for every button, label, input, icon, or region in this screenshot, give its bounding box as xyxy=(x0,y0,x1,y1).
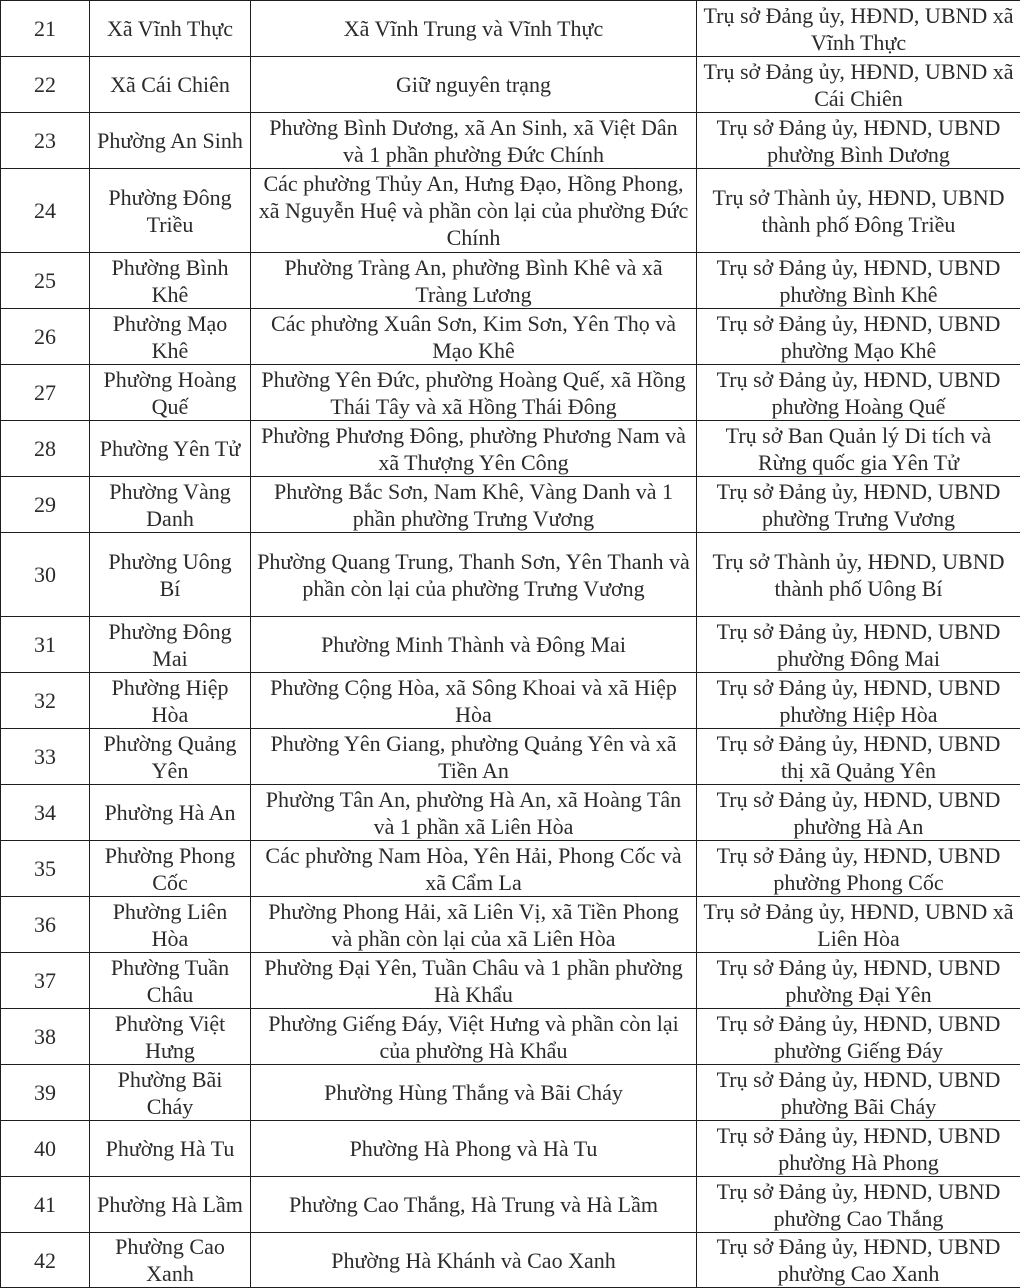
row-number: 37 xyxy=(1,953,90,1009)
unit-name: Phường Yên Tử xyxy=(90,421,251,477)
headquarters: Trụ sở Đảng ủy, HĐND, UBND phường Bình Khê xyxy=(697,253,1020,309)
row-number: 34 xyxy=(1,785,90,841)
merged-from: Phường Phương Đông, phường Phương Nam và xã Thượng Yên Công xyxy=(251,421,697,477)
row-number: 40 xyxy=(1,1121,90,1177)
table-row xyxy=(1,1,1020,57)
unit-name: Phường Liên Hòa xyxy=(90,897,251,953)
table-row xyxy=(1,365,1020,421)
headquarters: Trụ sở Đảng ủy, HĐND, UBND phường Bãi Cháy xyxy=(697,1065,1020,1121)
row-number: 26 xyxy=(1,309,90,365)
table-row xyxy=(1,477,1020,533)
unit-name: Phường Đông Triều xyxy=(90,169,251,253)
headquarters: Trụ sở Đảng ủy, HĐND, UBND thị xã Quảng Yên xyxy=(697,729,1020,785)
row-number: 42 xyxy=(1,1233,90,1288)
row-number: 38 xyxy=(1,1009,90,1065)
unit-name: Xã Cái Chiên xyxy=(90,57,251,113)
unit-name: Phường Hoàng Quế xyxy=(90,365,251,421)
unit-name: Phường Quảng Yên xyxy=(90,729,251,785)
row-number: 35 xyxy=(1,841,90,897)
table-row xyxy=(1,309,1020,365)
table-row xyxy=(1,1177,1020,1233)
unit-name: Phường Bình Khê xyxy=(90,253,251,309)
unit-name: Phường Hà An xyxy=(90,785,251,841)
merged-from: Các phường Xuân Sơn, Kim Sơn, Yên Thọ và Mạo Khê xyxy=(251,309,697,365)
row-number: 31 xyxy=(1,617,90,673)
table-row xyxy=(1,841,1020,897)
headquarters: Trụ sở Đảng ủy, HĐND, UBND phường Hoàng Quế xyxy=(697,365,1020,421)
unit-name: Phường An Sinh xyxy=(90,113,251,169)
merged-from: Phường Hùng Thắng và Bãi Cháy xyxy=(251,1065,697,1121)
unit-name: Phường Đông Mai xyxy=(90,617,251,673)
headquarters: Trụ sở Đảng ủy, HĐND, UBND phường Hà An xyxy=(697,785,1020,841)
table-row xyxy=(1,953,1020,1009)
merged-from: Phường Đại Yên, Tuần Châu và 1 phần phường Hà Khẩu xyxy=(251,953,697,1009)
headquarters: Trụ sở Đảng ủy, HĐND, UBND phường Cao Xanh xyxy=(697,1233,1020,1288)
merged-from: Phường Quang Trung, Thanh Sơn, Yên Thanh và phần còn lại của phường Trưng Vương xyxy=(251,533,697,617)
table-row xyxy=(1,673,1020,729)
merged-from: Phường Yên Đức, phường Hoàng Quế, xã Hồng Thái Tây và xã Hồng Thái Đông xyxy=(251,365,697,421)
headquarters: Trụ sở Ban Quản lý Di tích và Rừng quốc gia Yên Tử xyxy=(697,421,1020,477)
merged-from: Phường Hà Khánh và Cao Xanh xyxy=(251,1233,697,1288)
table-row xyxy=(1,113,1020,169)
merged-from: Phường Bình Dương, xã An Sinh, xã Việt Dân và 1 phần phường Đức Chính xyxy=(251,113,697,169)
merged-from: Xã Vĩnh Trung và Vĩnh Thực xyxy=(251,1,697,57)
merged-from: Phường Bắc Sơn, Nam Khê, Vàng Danh và 1 phần phường Trưng Vương xyxy=(251,477,697,533)
headquarters: Trụ sở Đảng ủy, HĐND, UBND phường Bình Dương xyxy=(697,113,1020,169)
merged-from: Các phường Thủy An, Hưng Đạo, Hồng Phong, xã Nguyễn Huệ và phần còn lại của phường Đức Chính xyxy=(251,169,697,253)
headquarters: Trụ sở Thành ủy, HĐND, UBND thành phố Uông Bí xyxy=(697,533,1020,617)
headquarters: Trụ sở Đảng ủy, HĐND, UBND xã Cái Chiên xyxy=(697,57,1020,113)
unit-name: Phường Hà Lầm xyxy=(90,1177,251,1233)
unit-name: Phường Hiệp Hòa xyxy=(90,673,251,729)
headquarters: Trụ sở Đảng ủy, HĐND, UBND phường Giếng Đáy xyxy=(697,1009,1020,1065)
row-number: 30 xyxy=(1,533,90,617)
table-row xyxy=(1,57,1020,113)
row-number: 24 xyxy=(1,169,90,253)
unit-name: Phường Vàng Danh xyxy=(90,477,251,533)
merged-from: Phường Yên Giang, phường Quảng Yên và xã Tiền An xyxy=(251,729,697,785)
row-number: 33 xyxy=(1,729,90,785)
headquarters: Trụ sở Đảng ủy, HĐND, UBND xã Liên Hòa xyxy=(697,897,1020,953)
headquarters: Trụ sở Đảng ủy, HĐND, UBND phường Đại Yên xyxy=(697,953,1020,1009)
row-number: 29 xyxy=(1,477,90,533)
merged-from: Các phường Nam Hòa, Yên Hải, Phong Cốc và xã Cẩm La xyxy=(251,841,697,897)
row-number: 23 xyxy=(1,113,90,169)
headquarters: Trụ sở Thành ủy, HĐND, UBND thành phố Đông Triều xyxy=(697,169,1020,253)
unit-name: Phường Cao Xanh xyxy=(90,1233,251,1288)
table-row xyxy=(1,785,1020,841)
headquarters: Trụ sở Đảng ủy, HĐND, UBND phường Hiệp Hòa xyxy=(697,673,1020,729)
merged-from: Phường Minh Thành và Đông Mai xyxy=(251,617,697,673)
table-row xyxy=(1,1009,1020,1065)
unit-name: Phường Uông Bí xyxy=(90,533,251,617)
table-row xyxy=(1,1121,1020,1177)
table-row xyxy=(1,897,1020,953)
table-row xyxy=(1,533,1020,617)
merged-from: Phường Giếng Đáy, Việt Hưng và phần còn lại của phường Hà Khẩu xyxy=(251,1009,697,1065)
headquarters: Trụ sở Đảng ủy, HĐND, UBND phường Đông Mai xyxy=(697,617,1020,673)
table-row xyxy=(1,421,1020,477)
table-row xyxy=(1,253,1020,309)
row-number: 22 xyxy=(1,57,90,113)
table-row xyxy=(1,729,1020,785)
merged-from: Phường Tân An, phường Hà An, xã Hoàng Tân và 1 phần xã Liên Hòa xyxy=(251,785,697,841)
headquarters: Trụ sở Đảng ủy, HĐND, UBND phường Phong Cốc xyxy=(697,841,1020,897)
table-row xyxy=(1,169,1020,253)
headquarters: Trụ sở Đảng ủy, HĐND, UBND xã Vĩnh Thực xyxy=(697,1,1020,57)
row-number: 25 xyxy=(1,253,90,309)
row-number: 27 xyxy=(1,365,90,421)
unit-name: Phường Bãi Cháy xyxy=(90,1065,251,1121)
table-row xyxy=(1,1065,1020,1121)
merged-from: Phường Cao Thắng, Hà Trung và Hà Lầm xyxy=(251,1177,697,1233)
row-number: 32 xyxy=(1,673,90,729)
unit-name: Phường Tuần Châu xyxy=(90,953,251,1009)
headquarters: Trụ sở Đảng ủy, HĐND, UBND phường Mạo Khê xyxy=(697,309,1020,365)
merged-from: Phường Hà Phong và Hà Tu xyxy=(251,1121,697,1177)
headquarters: Trụ sở Đảng ủy, HĐND, UBND phường Trưng Vương xyxy=(697,477,1020,533)
unit-name: Phường Việt Hưng xyxy=(90,1009,251,1065)
row-number: 41 xyxy=(1,1177,90,1233)
headquarters: Trụ sở Đảng ủy, HĐND, UBND phường Cao Thắng xyxy=(697,1177,1020,1233)
table-row xyxy=(1,617,1020,673)
unit-name: Phường Phong Cốc xyxy=(90,841,251,897)
merged-from: Phường Phong Hải, xã Liên Vị, xã Tiền Phong và phần còn lại của xã Liên Hòa xyxy=(251,897,697,953)
row-number: 28 xyxy=(1,421,90,477)
merged-from: Giữ nguyên trạng xyxy=(251,57,697,113)
unit-name: Phường Mạo Khê xyxy=(90,309,251,365)
merged-from: Phường Tràng An, phường Bình Khê và xã Tràng Lương xyxy=(251,253,697,309)
headquarters: Trụ sở Đảng ủy, HĐND, UBND phường Hà Phong xyxy=(697,1121,1020,1177)
merged-from: Phường Cộng Hòa, xã Sông Khoai và xã Hiệp Hòa xyxy=(251,673,697,729)
unit-name: Phường Hà Tu xyxy=(90,1121,251,1177)
row-number: 36 xyxy=(1,897,90,953)
unit-name: Xã Vĩnh Thực xyxy=(90,1,251,57)
row-number: 21 xyxy=(1,1,90,57)
table-row xyxy=(1,1233,1020,1288)
table-body xyxy=(1,1,1020,1288)
row-number: 39 xyxy=(1,1065,90,1121)
